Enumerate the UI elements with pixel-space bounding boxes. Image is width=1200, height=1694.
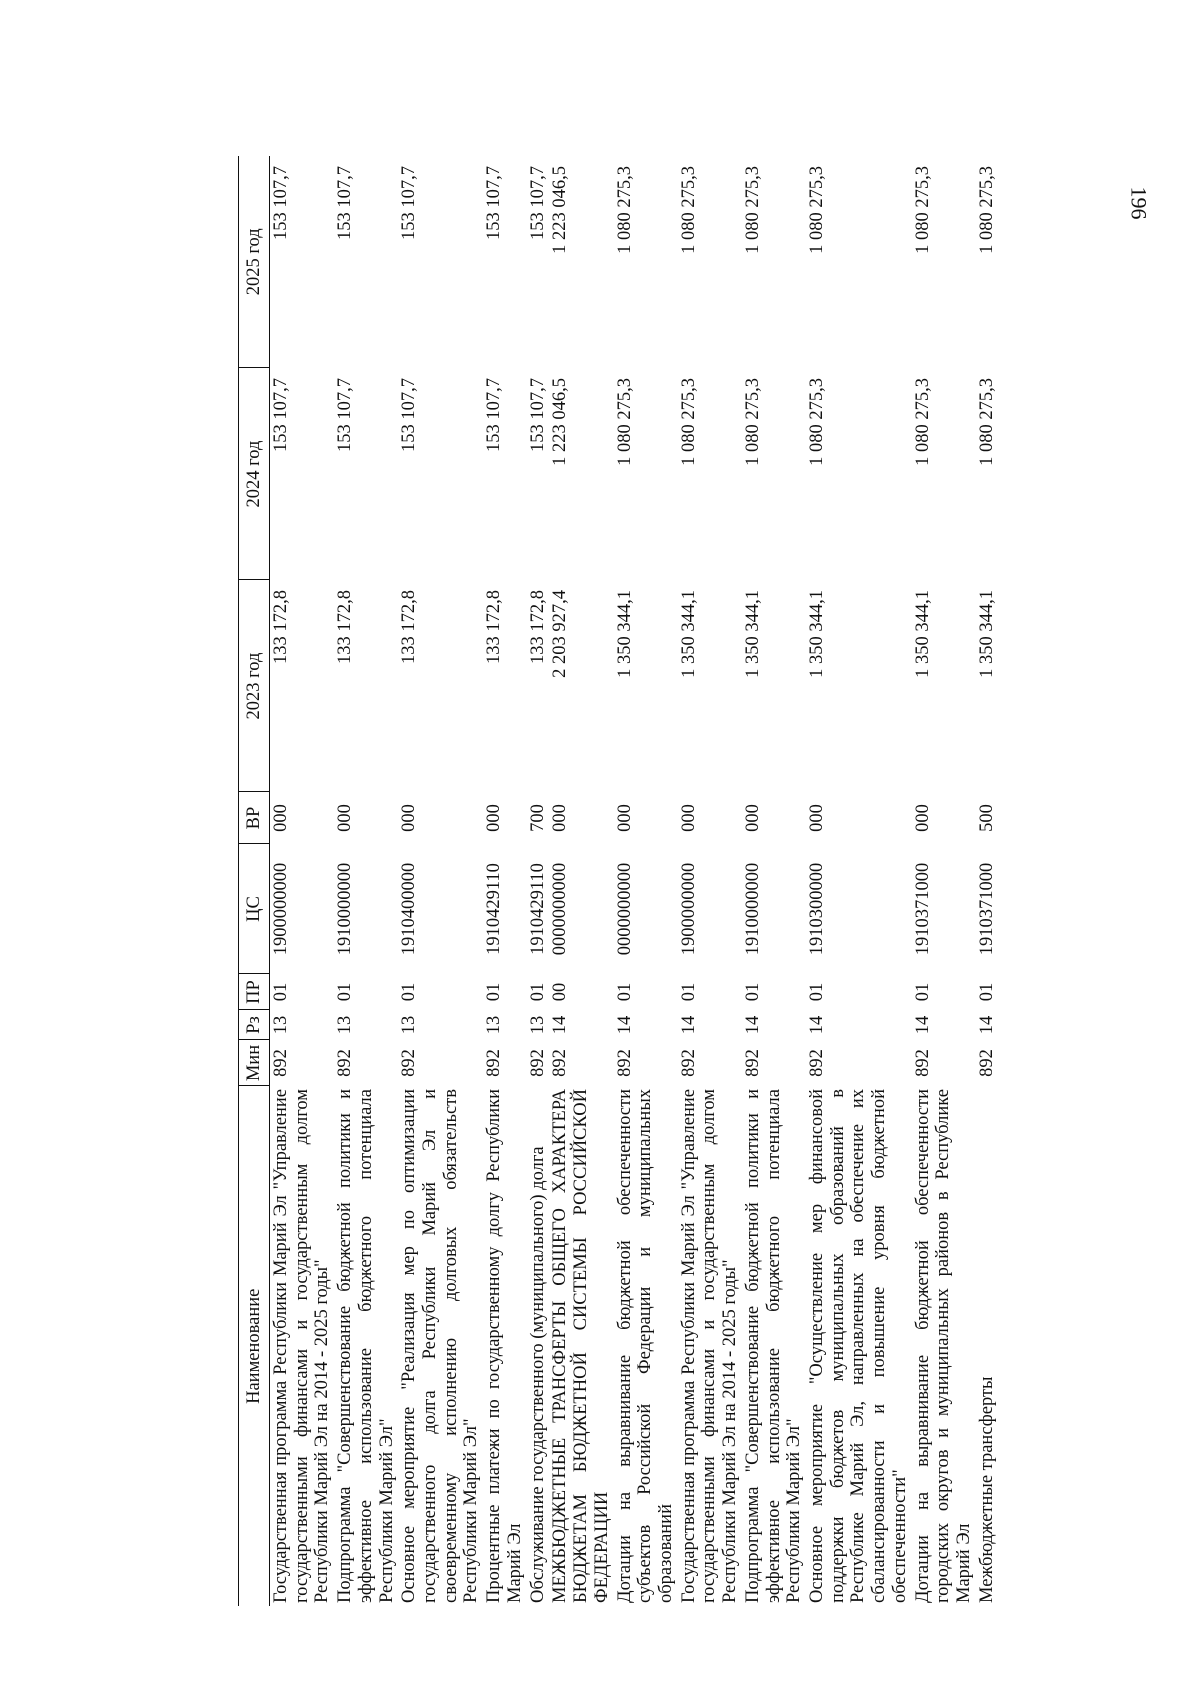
header-min: Мин <box>239 1040 270 1086</box>
cell-2025: 1 080 275,3 <box>614 166 635 254</box>
cell-cs: 1910300000 <box>806 862 827 956</box>
cell-2025: 1 223 046,5 <box>550 166 571 254</box>
cell-min: 892 <box>976 1049 997 1077</box>
cell-2024: 1 080 275,3 <box>614 378 635 466</box>
header-vr: ВР <box>239 792 270 844</box>
cell-vr: 000 <box>678 804 699 832</box>
cell-pr: 01 <box>614 982 635 1002</box>
cell-2023: 133 172,8 <box>399 590 420 664</box>
cell-cs: 0000000000 <box>614 862 635 956</box>
cell-rz: 14 <box>550 1015 571 1035</box>
cell-2023: 133 172,8 <box>484 590 505 664</box>
cell-name: Обслуживание государственного (муниципального) долга <box>527 1146 548 1603</box>
cell-rz: 13 <box>484 1015 505 1035</box>
table-row <box>678 156 742 1606</box>
cell-pr: 00 <box>550 982 571 1002</box>
cell-pr: 01 <box>912 982 933 1002</box>
cell-2025: 153 107,7 <box>335 166 356 240</box>
cell-rz: 14 <box>912 1015 933 1035</box>
cell-2024: 153 107,7 <box>399 378 420 452</box>
cell-2023: 1 350 344,1 <box>742 590 763 678</box>
cell-vr: 000 <box>335 804 356 832</box>
cell-2025: 153 107,7 <box>399 166 420 240</box>
table-row <box>270 156 335 1606</box>
table-row <box>976 156 999 1606</box>
cell-2025: 153 107,7 <box>271 166 291 240</box>
header-2023: 2023 год <box>239 580 270 792</box>
table-row <box>912 156 976 1606</box>
cell-vr: 000 <box>271 804 291 832</box>
cell-2023: 1 350 344,1 <box>976 590 997 678</box>
cell-vr: 000 <box>742 804 763 832</box>
table-header-row <box>239 156 270 1606</box>
cell-min: 892 <box>399 1049 420 1077</box>
cell-2024: 153 107,7 <box>484 378 505 452</box>
cell-2024: 1 080 275,3 <box>678 378 699 466</box>
cell-2023: 1 350 344,1 <box>912 590 933 678</box>
cell-rz: 13 <box>399 1015 420 1035</box>
cell-min: 892 <box>678 1049 699 1077</box>
cell-pr: 01 <box>335 982 356 1002</box>
cell-2025: 1 080 275,3 <box>806 166 827 254</box>
header-cs: ЦС <box>239 844 270 974</box>
cell-min: 892 <box>484 1049 505 1077</box>
cell-vr: 000 <box>484 804 505 832</box>
cell-name: Основное мероприятие "Осуществление мер финансовой поддержки бюджетов муниципальных образований в Республике Марий Эл, направленных на обеспечение их сбалансированности и повышение уровня бюджетной обеспеченности" <box>806 1089 910 1603</box>
cell-vr: 700 <box>527 804 548 832</box>
table-row <box>614 156 678 1606</box>
header-rz: Рз <box>239 1010 270 1040</box>
cell-2024: 1 080 275,3 <box>976 378 997 466</box>
cell-vr: 500 <box>976 804 997 832</box>
table-row <box>334 156 398 1606</box>
cell-rz: 13 <box>271 1015 291 1035</box>
cell-pr: 01 <box>484 982 505 1002</box>
cell-vr: 000 <box>614 804 635 832</box>
table-row <box>398 156 483 1606</box>
cell-name: Процентные платежи по государственному долгу Республики Марий Эл <box>484 1089 525 1603</box>
cell-rz: 13 <box>527 1015 548 1035</box>
cell-2025: 1 080 275,3 <box>912 166 933 254</box>
cell-cs: 1910429110 <box>527 863 548 955</box>
cell-pr: 01 <box>527 982 548 1002</box>
cell-name: Основное мероприятие "Реализация мер по оптимизации государственного долга Республики Марий Эл и своевременному исполнению долговых обязательств Республики Марий Эл" <box>399 1089 482 1603</box>
header-2025: 2025 год <box>239 156 270 368</box>
cell-pr: 01 <box>742 982 763 1002</box>
cell-2025: 153 107,7 <box>484 166 505 240</box>
cell-min: 892 <box>614 1049 635 1077</box>
cell-2024: 1 223 046,5 <box>550 378 571 466</box>
cell-2024: 153 107,7 <box>527 378 548 452</box>
cell-rz: 14 <box>678 1015 699 1035</box>
cell-pr: 01 <box>976 982 997 1002</box>
table-row <box>483 156 526 1606</box>
cell-min: 892 <box>742 1049 763 1077</box>
cell-pr: 01 <box>399 982 420 1002</box>
cell-vr: 000 <box>806 804 827 832</box>
cell-cs: 1910000000 <box>335 862 356 956</box>
cell-name: Дотации на выравнивание бюджетной обеспеченности субъектов Российской Федерации и муниципальных образований <box>614 1089 676 1603</box>
cell-vr: 000 <box>399 804 420 832</box>
cell-name: МЕЖБЮДЖЕТНЫЕ ТРАНСФЕРТЫ ОБЩЕГО ХАРАКТЕРА БЮДЖЕТАМ БЮДЖЕТНОЙ СИСТЕМЫ РОССИЙСКОЙ ФЕДЕРАЦИИ <box>550 1089 612 1603</box>
cell-min: 892 <box>912 1049 933 1077</box>
cell-2023: 1 350 344,1 <box>678 590 699 678</box>
cell-min: 892 <box>550 1049 571 1077</box>
cell-2025: 153 107,7 <box>527 166 548 240</box>
cell-2024: 1 080 275,3 <box>742 378 763 466</box>
cell-name: Дотации на выравнивание бюджетной обеспеченности городских округов и муниципальных районов в Республике Марий Эл <box>912 1089 974 1603</box>
cell-pr: 01 <box>271 982 291 1002</box>
page-number: 196 <box>1126 186 1152 220</box>
cell-pr: 01 <box>678 982 699 1002</box>
cell-rz: 14 <box>742 1015 763 1035</box>
cell-2023: 1 350 344,1 <box>614 590 635 678</box>
cell-cs: 1910000000 <box>742 862 763 956</box>
cell-2024: 1 080 275,3 <box>806 378 827 466</box>
cell-vr: 000 <box>912 804 933 832</box>
table-row <box>806 156 912 1606</box>
cell-2025: 1 080 275,3 <box>678 166 699 254</box>
cell-rz: 13 <box>335 1015 356 1035</box>
cell-vr: 000 <box>550 804 571 832</box>
table-row <box>549 156 613 1606</box>
cell-min: 892 <box>271 1049 291 1077</box>
header-name: Наименование <box>239 1086 270 1606</box>
cell-2023: 133 172,8 <box>271 590 291 664</box>
cell-cs: 1910400000 <box>399 862 420 956</box>
cell-cs: 1910429110 <box>484 863 505 955</box>
cell-2025: 1 080 275,3 <box>976 166 997 254</box>
header-pr: ПР <box>239 974 270 1010</box>
cell-cs: 1910371000 <box>912 862 933 956</box>
header-2024: 2024 год <box>239 368 270 580</box>
table-body <box>270 156 999 1606</box>
cell-rz: 14 <box>614 1015 635 1035</box>
cell-2023: 2 203 927,4 <box>550 590 571 678</box>
cell-2025: 1 080 275,3 <box>742 166 763 254</box>
cell-name: Подпрограмма "Совершенствование бюджетной политики и эффективное использование бюджетного потенциала Республики Марий Эл" <box>742 1089 805 1603</box>
cell-cs: 1910371000 <box>976 862 997 956</box>
cell-2023: 133 172,8 <box>527 590 548 664</box>
table-row <box>527 156 550 1606</box>
cell-cs: 0000000000 <box>550 862 571 956</box>
cell-2023: 133 172,8 <box>335 590 356 664</box>
cell-name: Подпрограмма "Совершенствование бюджетной политики и эффективное использование бюджетного потенциала Республики Марий Эл" <box>335 1089 397 1603</box>
cell-name: Государственная программа Республики Марий Эл "Управление государственными финансами и государственным долгом Республики Марий Эл на 2014 - 2025 годы" <box>678 1089 741 1603</box>
cell-rz: 14 <box>806 1015 827 1035</box>
cell-min: 892 <box>527 1049 548 1077</box>
table-row <box>742 156 806 1606</box>
cell-pr: 01 <box>806 982 827 1002</box>
cell-cs: 1900000000 <box>271 862 291 956</box>
cell-name: Государственная программа Республики Марий Эл "Управление государственными финансами и государственным долгом Республики Марий Эл на 2014 - 2025 годы" <box>271 1089 333 1603</box>
budget-table-container <box>238 156 1108 1606</box>
budget-table <box>238 156 998 1606</box>
cell-min: 892 <box>806 1049 827 1077</box>
cell-cs: 1900000000 <box>678 862 699 956</box>
cell-2024: 1 080 275,3 <box>912 378 933 466</box>
cell-name: Межбюджетные трансферты <box>976 1376 997 1603</box>
cell-2023: 1 350 344,1 <box>806 590 827 678</box>
cell-2024: 153 107,7 <box>335 378 356 452</box>
cell-min: 892 <box>335 1049 356 1077</box>
cell-2024: 153 107,7 <box>271 378 291 452</box>
cell-rz: 14 <box>976 1015 997 1035</box>
